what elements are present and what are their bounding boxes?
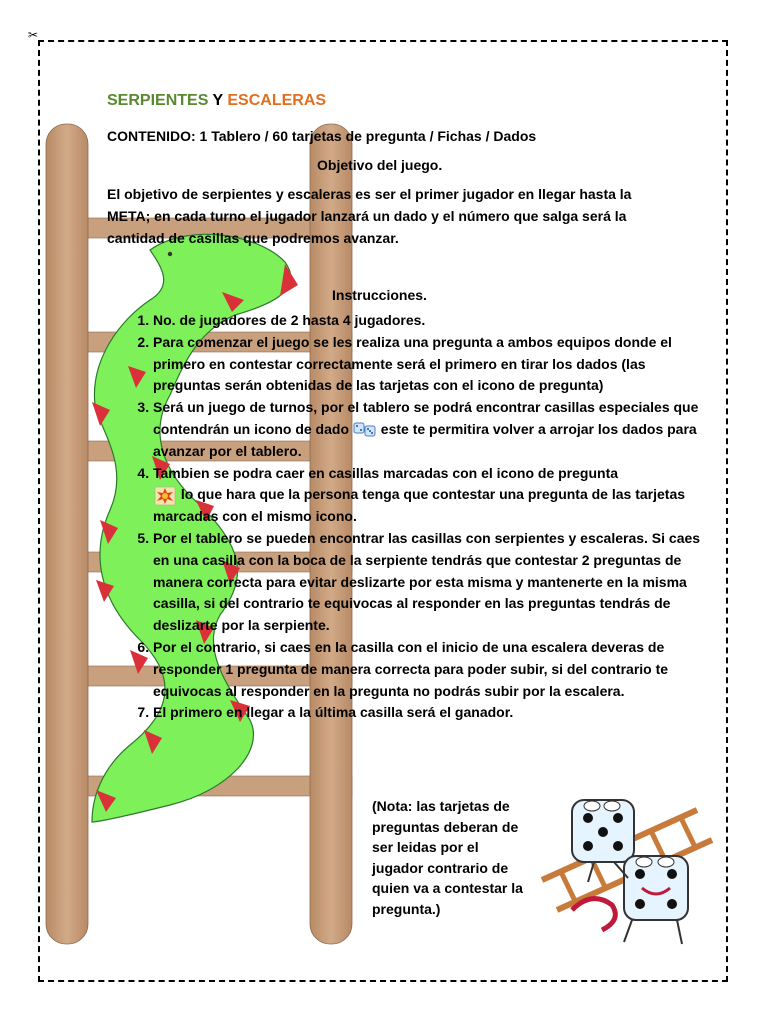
die-bottom bbox=[624, 856, 688, 920]
instruction-item: 1. No. de jugadores de 2 hasta 4 jugadores. bbox=[153, 310, 713, 332]
ladder-left-rail bbox=[46, 124, 88, 944]
instruction-item: 6. Por el contrario, si caes en la casilla con el inicio de una escalera deveras de responder 1 pregunta de manera correcta para poder subir, si del contrario te equivocas al responder en la pregunta no podrás subir por la escalera. bbox=[153, 637, 713, 702]
instruction-text: Tambien se podra caer en casillas marcadas con el icono de pregunta bbox=[153, 464, 619, 481]
dice-ladder-illustration bbox=[532, 770, 722, 960]
title-serpientes: SERPIENTES bbox=[107, 92, 209, 109]
question-icon bbox=[153, 486, 177, 506]
instruction-item bbox=[153, 397, 713, 462]
scissors-icon: ✂ bbox=[28, 28, 39, 42]
contents-line: CONTENIDO: 1 Tablero / 60 tarjetas de pregunta / Fichas / Dados bbox=[107, 128, 537, 144]
title-escaleras: ESCALERAS bbox=[227, 92, 327, 109]
instruction-item bbox=[153, 463, 713, 528]
title-y: Y bbox=[212, 92, 223, 109]
objective-heading: Objetivo del juego. bbox=[317, 157, 443, 173]
instruction-item: 5. Por el tablero se pueden encontrar las casillas con serpientes y escaleras. Si caes en una casilla con la boca de la serpiente tendrás que contestar 2 preguntas de manera correcta para evitar deslizarte por esta misma y mantenerte en la misma casilla, si del contrario te equivocas al responder en las preguntas tendrás de deslizarte por la serpiente. bbox=[153, 528, 713, 637]
instruction-text: Será un juego de turnos, por el tablero se podrá encontrar casillas especiales que contendrán un icono de dado bbox=[153, 399, 699, 437]
instruction-text: lo que hara que la persona tenga que contestar una pregunta de las tarjetas marcadas con el mismo icono. bbox=[153, 486, 686, 525]
red-snake-tail bbox=[572, 899, 615, 930]
page-title bbox=[107, 92, 326, 110]
instruction-item: 2. Para comenzar el juego se les realiza una pregunta a ambos equipos donde el primero en contestar correctamente será el primero en tirar los dados (las preguntas serán obtenidas de las tarjetas con el icono de pregunta) bbox=[153, 332, 713, 397]
note-text: (Nota: las tarjetas de preguntas deberan de ser leidas por el jugador contrario de quien va a contestar la pregunta.) bbox=[372, 798, 523, 917]
instructions-heading: Instrucciones. bbox=[332, 287, 427, 303]
objective-text: El objetivo de serpientes y escaleras es ser el primer jugador en llegar hasta la META; en cada turno el jugador lanzará un dado y el número que salga será la cantidad de casillas que podremos avanzar. bbox=[107, 186, 632, 246]
instruction-item: 7. El primero en llegar a la última casilla será el ganador. bbox=[153, 702, 713, 724]
die-top bbox=[572, 800, 634, 862]
instructions-list bbox=[107, 310, 713, 724]
dice-icon bbox=[353, 420, 377, 440]
instruction-text: este te permitira volver a arrojar los dados para avanzar por el tablero. bbox=[153, 420, 697, 459]
